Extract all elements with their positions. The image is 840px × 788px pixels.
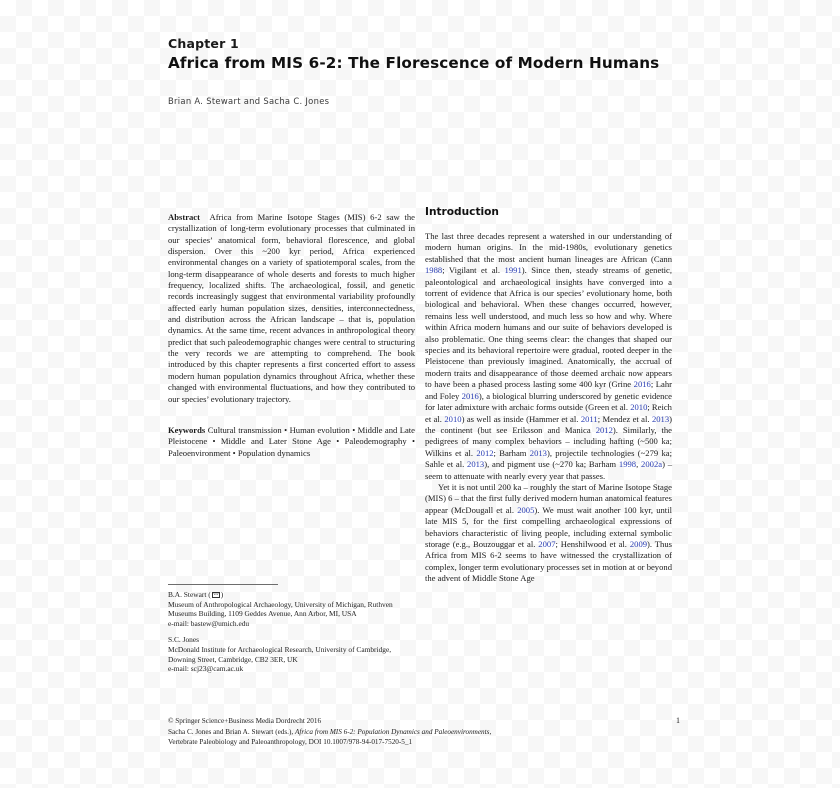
- keywords-paragraph: [168, 425, 415, 459]
- text-run: ), a biological blurring underscored by genetic evidence for later admixture with archaic forms outside (Green et al.: [425, 390, 672, 413]
- affiliation-name-row: B.A. Stewart ( ): [168, 590, 224, 599]
- citation-link[interactable]: 2016: [633, 379, 651, 390]
- text-run: ,: [636, 459, 642, 470]
- text-run: ). Similarly, the pedigrees of many complex behaviors – including hafting (~500 ka; Wilkins et al.: [425, 424, 672, 458]
- text-run: ) the continent (but see Eriksson and Manica: [425, 413, 672, 435]
- citation-link[interactable]: 2013: [467, 459, 485, 470]
- text-run: ; Lahr and Foley: [425, 379, 673, 401]
- text-run: ; Mendez et al.: [597, 413, 652, 424]
- email-label: e-mail:: [168, 618, 189, 628]
- text-run: ), projectile technologies (~279 ka; Sahle et al.: [425, 447, 672, 470]
- keywords-label: Keywords: [168, 424, 206, 435]
- affiliation-divider: [168, 584, 278, 585]
- text-run: ; Reich et al.: [425, 402, 672, 424]
- page-footer: [168, 716, 680, 748]
- citation-link[interactable]: 2012: [595, 424, 613, 435]
- citation-link[interactable]: 1988: [425, 265, 443, 276]
- abstract-text: Africa from Marine Isotope Stages (MIS) 6-2 saw the crystallization of long-term evolutionary processes that culminated in our species’ anatomical form, behavioral florescence, and global dispersion. Over this ~200 kyr period, Africa experienced environmental changes on a variety of spatiotemporal scales, from the long-term disappearance of whole deserts and forests to much higher frequency, localized shifts. The archaeological, fossil, and genetic records increasingly suggest that environmental variability profoundly affected early human population sizes, densities, interconnectedness, and distribution across the African landscape – that is, population dynamics. At the same time, recent advances in anthropological theory predict that such paleodemographic changes were central to structuring the very records we are attempting to comprehend. The book introduced by this chapter represents a first concerted effort to assess modern human population dynamics throughout Africa, whether these changed with environmental fluctuations, and how they contributed to our species’ evolutionary trajectory.: [168, 212, 415, 404]
- citation-link[interactable]: 1991: [504, 265, 522, 276]
- introduction-paragraph-1: [425, 231, 672, 482]
- affiliation-entry: [168, 635, 418, 673]
- citation-link[interactable]: 2009: [629, 538, 648, 549]
- text-run: ) as well as inside (Hammer et al.: [461, 413, 581, 424]
- affiliation-name: B.A. Stewart: [168, 590, 207, 599]
- abstract-paragraph: [168, 212, 415, 405]
- text-run: ; Vigilant et al.: [442, 265, 505, 276]
- document-sheet: [168, 0, 680, 788]
- envelope-icon: [212, 592, 220, 598]
- chapter-number: Chapter 1: [168, 36, 239, 51]
- editors-prefix: Sacha C. Jones and Brian A. Stewart (eds.),: [168, 727, 295, 736]
- citation-link[interactable]: 2007: [538, 538, 556, 549]
- affiliation-email-row: [168, 664, 418, 674]
- affiliation-address: McDonald Institute for Archaeological Research, University of Cambridge, Downing Street, Cambridge, CB2 3ER, UK: [168, 644, 392, 664]
- text-run: ; Henshilwood et al.: [555, 538, 630, 549]
- text-run: The last three decades represent a watershed in our understanding of modern human origins. In the mid-1980s, evolutionary genetics established that the most ancient human lineages are African (Cann: [425, 231, 672, 264]
- left-column: [168, 212, 415, 459]
- text-run: Yet it is not until 200 ka – roughly the start of Marine Isotope Stage (MIS) 6 – that the first fully derived modern human anatomical features appear (McDougall et al.: [425, 481, 672, 515]
- email-address[interactable]: bastew@umich.edu: [190, 618, 250, 628]
- series-doi-line: Vertebrate Paleobiology and Paleoanthropology, DOI 10.1007/978-94-017-7520-5_1: [168, 738, 413, 747]
- keywords-text: Cultural transmission • Human evolution • Middle and Late Pleistocene • Middle and Later Stone Age • Paleodemography • Paleoenvironment • Population dynamics: [168, 424, 415, 458]
- citation-link[interactable]: 2016: [461, 390, 479, 401]
- citation-link[interactable]: 2013: [529, 447, 547, 458]
- citation-link[interactable]: 2013: [651, 413, 670, 424]
- email-label: e-mail:: [168, 664, 189, 674]
- citation-link[interactable]: 1998: [618, 459, 637, 470]
- citation-link[interactable]: 2005: [517, 504, 535, 515]
- text-run: ). Thus Africa from MIS 6-2 seems to have witnessed the crystallization of complex, longer term evolutionary processes set in motion at or beyond the advent of Middle Stone Age: [425, 538, 672, 584]
- affiliation-entry: [168, 590, 418, 628]
- chapter-title: Africa from MIS 6-2: The Florescence of Modern Humans: [168, 54, 660, 72]
- text-run: ). Since then, steady streams of genetic, paleontological and archaeological insights have converged into a torrent of evidence that Africa is our species’ evolutionary home, both biological and behavioral. When these changes occurred, however, remains less well understood, and much less so how and why. Where within Africa modern humans and our suite of behaviors developed is also problematic. One thing seems clear: the changes that shaped our species and its behavioral repertoire were gradual, rooted deeper in the Pleistocene than previously imagined. Anatomically, the accrual of modern traits and disappearance of those deemed archaic now appears to have been a phased process lasting some 400 kyr (Grine: [425, 265, 672, 390]
- book-title: Africa from MIS 6-2: Population Dynamics and Paleoenvironments: [294, 727, 490, 736]
- email-address[interactable]: scj23@cam.ac.uk: [190, 664, 244, 674]
- page-number: 1: [676, 716, 680, 725]
- authors-byline: Brian A. Stewart and Sacha C. Jones: [168, 96, 330, 106]
- text-run: ; Barham: [493, 447, 530, 458]
- text-run: ), and pigment use (~270 ka; Barham: [484, 459, 619, 470]
- text-run: ). We must wait another 100 kyr, until late MIS 5, for the first compelling archaeological expressions of behaviors characteristic of living people, including external symbolic storage (e.g., Bouzouggar et al.: [425, 504, 672, 549]
- affiliation-email-row: [168, 619, 418, 629]
- citation-link[interactable]: 2012: [476, 447, 494, 458]
- abstract-label: Abstract: [168, 212, 200, 222]
- citation-link[interactable]: 2011: [580, 413, 598, 424]
- copyright-line: © Springer Science+Business Media Dordrecht 2016: [168, 717, 322, 725]
- text-run: ) – seem to attenuate with nearly every year that passes.: [425, 459, 673, 481]
- affiliation-address: Museum of Anthropological Archaeology, University of Michigan, Ruthven Museums Building, 1109 Geddes Avenue, Ann Arbor, MI, USA: [168, 599, 393, 619]
- editors-line: Sacha C. Jones and Brian A. Stewart (eds.), Africa from MIS 6-2: Population Dynamics and Paleoenvironments,: [168, 727, 492, 736]
- citation-link[interactable]: 2010: [444, 413, 462, 424]
- affiliation-name: S.C. Jones: [168, 635, 200, 645]
- introduction-heading: Introduction: [425, 206, 499, 218]
- citation-link[interactable]: 2010: [630, 402, 648, 413]
- right-column: [425, 206, 672, 585]
- introduction-paragraph-2: [425, 482, 672, 585]
- affiliation-block: [168, 590, 418, 681]
- citation-link[interactable]: 2002a: [641, 459, 663, 470]
